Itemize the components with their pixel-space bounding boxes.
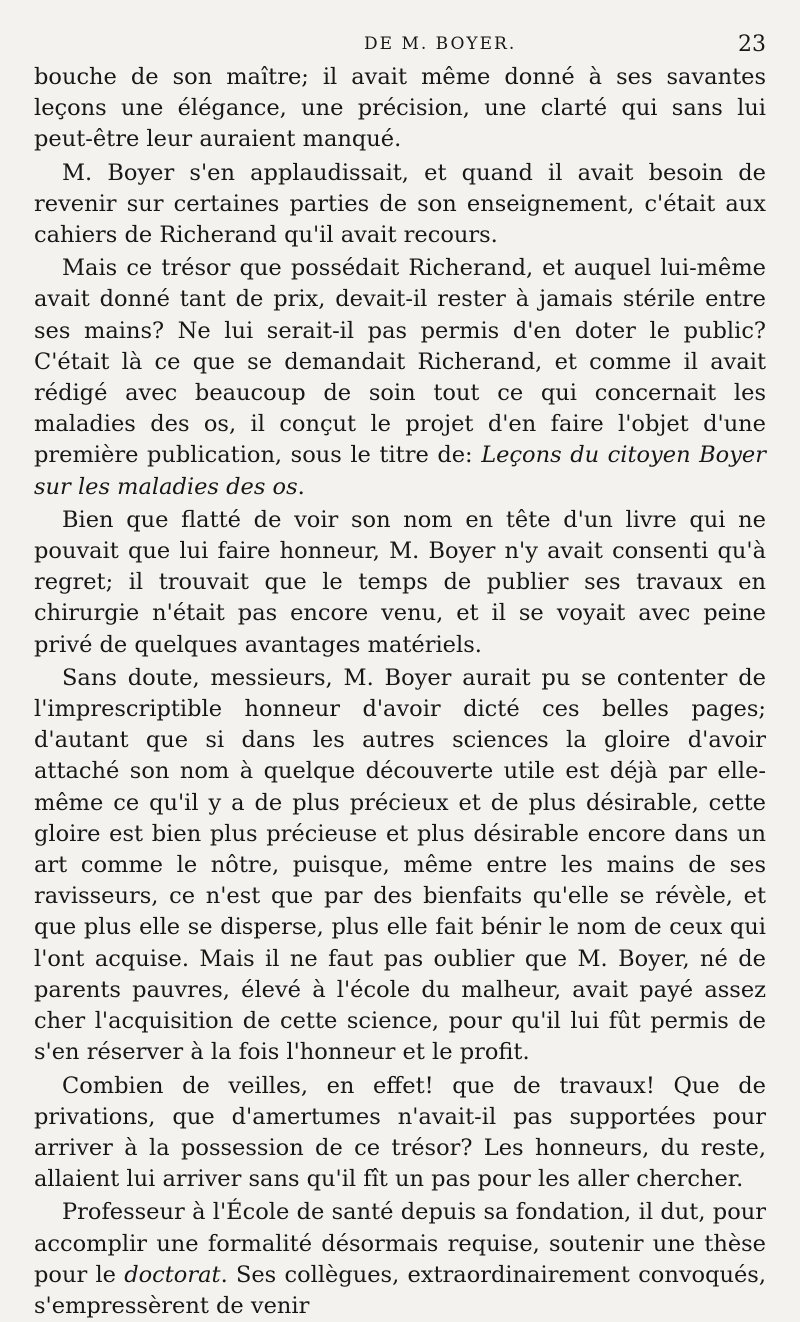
running-head bbox=[34, 18, 766, 56]
paragraph-2 bbox=[34, 158, 766, 252]
paragraph-1 bbox=[34, 62, 766, 156]
page-number: 23 bbox=[738, 32, 766, 57]
paragraph-6-text: Combien de veilles, en effet! que de travaux! Que de privations, que d'amertumes n'avait-il pas supportées pour arriver à la possession de ce trésor? Les honneurs, du reste, allaient lui arriver sans qu'il fît un pas pour les aller chercher. bbox=[34, 1072, 766, 1193]
paragraph-3 bbox=[34, 253, 766, 503]
paragraph-5-text: Sans doute, messieurs, M. Boyer aurait pu se contenter de l'imprescriptible honneur d'avoir dicté ces belles pages; d'autant que si dans les autres sciences la gloire d'avoir attaché son nom à quelque découverte utile est déjà par elle-même ce qu'il y a de plus précieux et de plus désirable, cette gloire est bien plus précieuse et plus désirable encore dans un art comme le nôtre, puisque, même entre les mains de ses ravisseurs, ce n'est que par des bienfaits qu'elle se révèle, et que plus elle se disperse, plus elle fait bénir le nom de ceux qui l'ont acquise. Mais il ne faut pas oublier que M. Boyer, né de parents pauvres, élevé à l'école du malheur, avait payé assez cher l'acquisition de cette science, pour qu'il lui fût permis de s'en réserver à la fois l'honneur et le profit. bbox=[34, 664, 766, 1066]
paragraph-4 bbox=[34, 505, 766, 661]
paragraph-2-text: M. Boyer s'en applaudissait, et quand il avait besoin de revenir sur certaines parties de son enseignement, c'était aux cahiers de Richerand qu'il avait recours. bbox=[34, 159, 766, 249]
paragraph-4-text: Bien que flatté de voir son nom en tête d'un livre qui ne pouvait que lui faire honneur, M. Boyer n'y avait consenti qu'à regret; il trouvait que le temps de publier ses travaux en chirurgie n'était pas encore venu, et il se voyait avec peine privé de quelques avantages matériels. bbox=[34, 506, 766, 658]
paragraph-7-text-after: . Ses collègues, extraordinairement convoqués, s'empressèrent de venir bbox=[34, 1261, 767, 1319]
paragraph-3-text-after: . bbox=[297, 473, 305, 500]
paragraph-7 bbox=[34, 1197, 766, 1322]
paragraph-5 bbox=[34, 663, 766, 1069]
paragraph-1-text: bouche de son maître; il avait même donné à ses savantes leçons une élégance, une précision, une clarté qui sans lui peut-être leur auraient manqué. bbox=[34, 64, 766, 153]
doctorate-term: doctorat bbox=[124, 1261, 221, 1288]
book-title: Leçons du citoyen Boyer sur les maladies des os bbox=[34, 442, 766, 500]
running-title: DE M. BOYER. bbox=[364, 34, 517, 54]
paragraph-7-text-before: Professeur à l'École de santé depuis sa fondation, il dut, pour accomplir une formalité désormais requise, soutenir une thèse pour le bbox=[34, 1199, 766, 1288]
paragraph-3-text-before: Mais ce trésor que possédait Richerand, et auquel lui-même avait donné tant de prix, devait-il rester à jamais stérile entre ses mains? Ne lui serait-il pas permis d'en doter le public? C'était là ce que se demandait Richerand, et comme il avait rédigé avec beaucoup de soin tout ce qui concernait les maladies des os, il conçut le projet d'en faire l'objet d'une première publication, sous le titre de: bbox=[34, 255, 766, 469]
paragraph-6 bbox=[34, 1071, 766, 1196]
